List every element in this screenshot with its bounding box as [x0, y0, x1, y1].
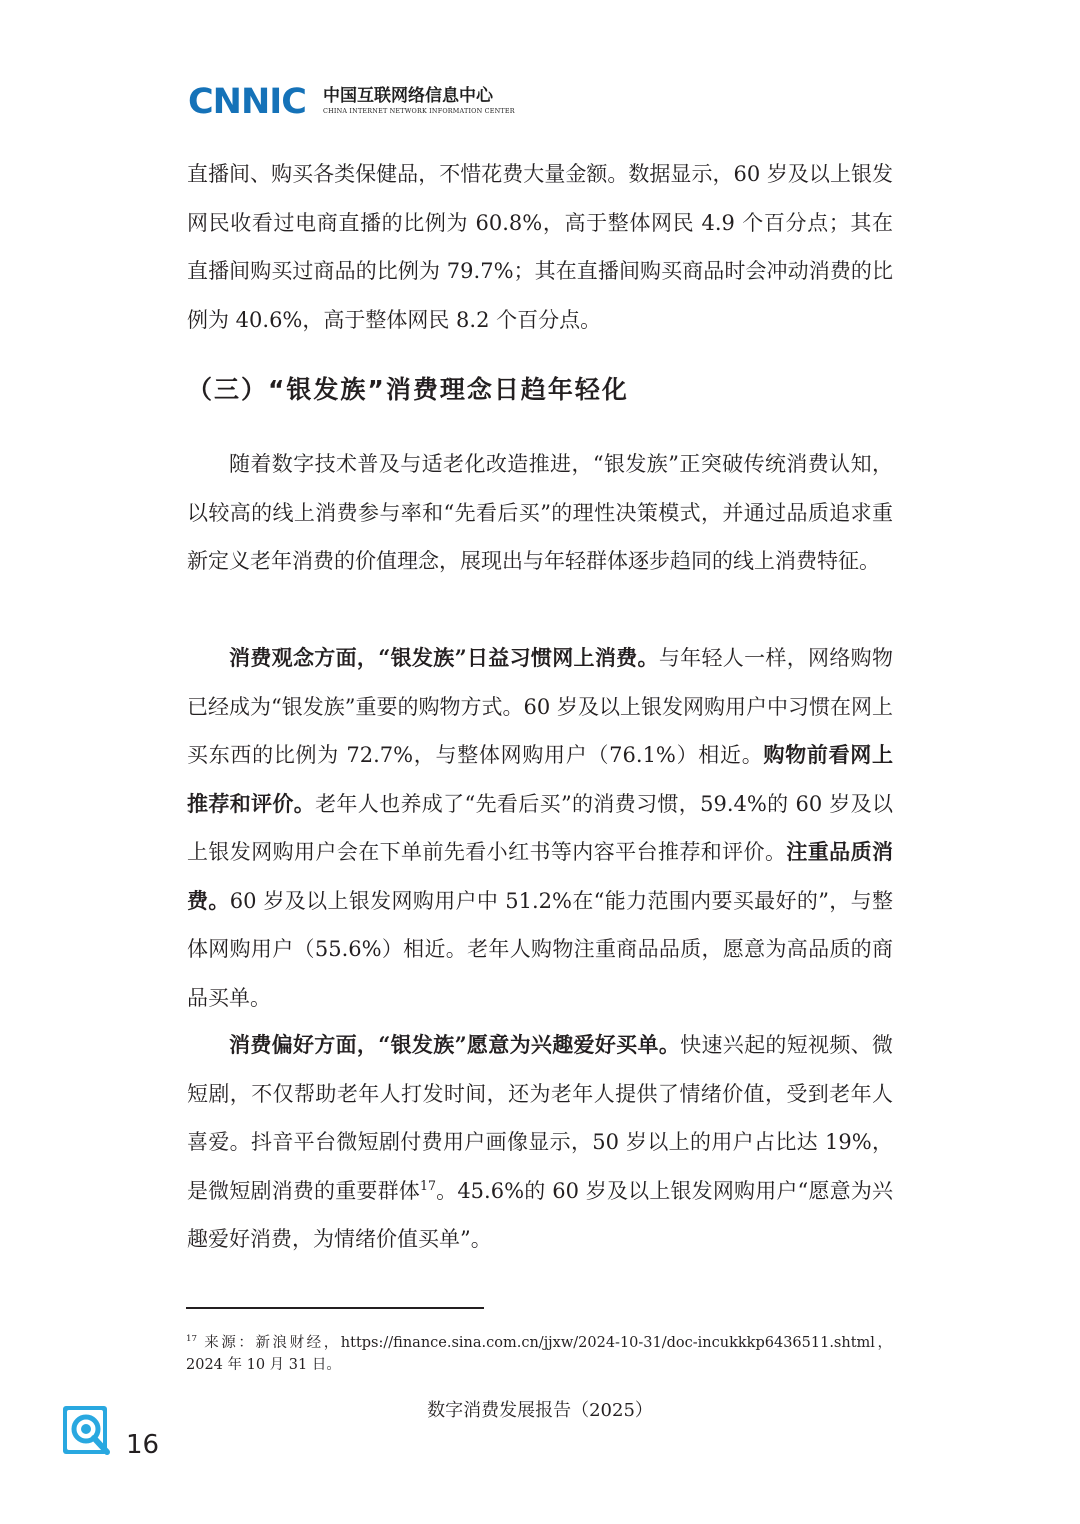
org-name-en: CHINA INTERNET NETWORK INFORMATION CENTER: [323, 107, 515, 115]
p3-text-3: 60 岁及以上银发网购用户中 51.2%在“能力范围内要买最好的”，与整体网购用户（55.6%）相近。老年人购物注重商品品质，愿意为高品质的商品买单。: [187, 888, 893, 1010]
footnote-text: 来源：新浪财经，https://finance.sina.com.cn/jjxw/2024-10-31/doc-incukkkp6436511.shtml，2024 年 10 月 31 日。: [186, 1335, 892, 1373]
paragraph-2: 随着数字技术普及与适老化改造推进，“银发族”正突破传统消费认知，以较高的线上消费参与率和“先看后买”的理性决策模式，并通过品质追求重新定义老年消费的价值理念，展现出与年轻群体逐步趋同的线上消费特征。: [187, 452, 893, 573]
page-number: 16: [126, 1430, 160, 1460]
org-name-cn: 中国互联网络信息中心: [323, 86, 493, 106]
p3-text-1: 与年轻人一样，网络购物已经成为“银发族”重要的购物方式。60 岁及以上银发网购用户中习惯在网上买东西的比例为 72.7%，与整体网购用户（76.1%）相近。: [187, 646, 893, 767]
footnote-divider: [186, 1307, 484, 1309]
paragraph-3: [187, 634, 893, 1022]
paragraph-4: [187, 1021, 893, 1264]
p3-bold-2: 购物前看网上推荐和评价。: [187, 742, 893, 816]
footnote-ref: 17: [419, 1177, 436, 1193]
p3-text-2: 老年人也养成了“先看后买”的消费习惯，59.4%的 60 岁及以上银发网购用户会在下单前先看小红书等内容平台推荐和评价。: [187, 791, 893, 864]
p4-text-2: 。45.6%的 60 岁及以上银发网购用户“愿意为兴趣爱好消费，为情绪价值买单”。: [187, 1178, 893, 1251]
p3-bold-1: 消费观念方面，“银发族”日益习惯网上消费。: [229, 645, 659, 670]
p3-bold-3: 注重品质消费。: [187, 839, 893, 913]
cnnic-logo: CNNIC: [188, 82, 306, 122]
p4-text-1: 快速兴起的短视频、微短剧，不仅帮助老年人打发时间，还为老年人提供了情绪价值，受到老年人喜爱。抖音平台微短剧付费用户画像显示，50 岁以上的用户占比达 19%，是微短剧消费的重要群体: [187, 1033, 893, 1203]
report-title: 数字消费发展报告（2025）: [427, 1400, 653, 1421]
section-heading: （三）“银发族”消费理念日趋年轻化: [187, 375, 629, 404]
p4-bold: 消费偏好方面，“银发族”愿意为兴趣爱好买单。: [229, 1032, 681, 1057]
magnifier-logo-icon: [62, 1405, 112, 1457]
footnote-number: 17: [186, 1334, 198, 1345]
paragraph-1: 直播间、购买各类保健品，不惜花费大量金额。数据显示，60 岁及以上银发网民收看过电商直播的比例为 60.8%，高于整体网民 4.9 个百分点；其在直播间购买过商品的比例为 79.7%；其在直播间购买商品时会冲动消费的比例为 40.6%，高于整体网民 8.2 个百分点。: [187, 162, 893, 332]
footnote: [186, 1332, 892, 1376]
